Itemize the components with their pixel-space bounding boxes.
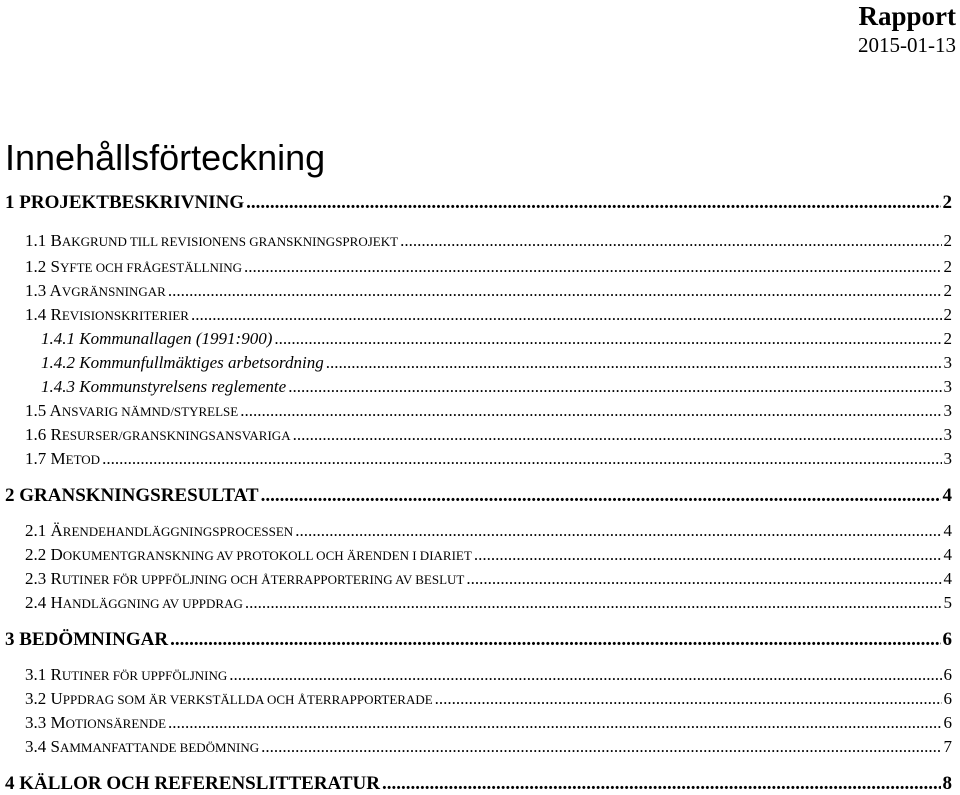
toc-entry[interactable]: [5, 281, 952, 301]
toc-entry-title: 4 KÄLLOR OCH REFERENSLITTERATUR: [5, 773, 380, 794]
toc-entry-title: 1.3 AVGRÄNSNINGAR: [25, 281, 166, 300]
toc-entry[interactable]: [5, 773, 952, 795]
toc-entry[interactable]: [5, 377, 952, 397]
toc-entry[interactable]: [5, 305, 952, 325]
toc-entry[interactable]: [5, 401, 952, 421]
toc-page-number: 6: [942, 629, 952, 650]
toc-page-number: 4: [943, 569, 952, 588]
toc-dot-leader: [170, 629, 940, 651]
toc-dot-leader: [245, 593, 942, 613]
toc-dot-leader: [240, 401, 941, 421]
toc-dot-leader: [274, 329, 941, 349]
toc-entry[interactable]: [5, 665, 952, 685]
toc-entry-title: 2.3 RUTINER FÖR UPPFÖLJNING OCH ÅTERRAPPORTERING AV BESLUT: [25, 569, 465, 588]
toc-entry[interactable]: [5, 449, 952, 469]
toc-entry-title: 1.4.1 Kommunallagen (1991:900): [41, 329, 273, 348]
toc-page-number: 6: [943, 665, 952, 684]
toc-page-number: 4: [943, 521, 952, 540]
report-title: Rapport: [858, 1, 956, 31]
toc-entry-title: 1.4.3 Kommunstyrelsens reglemente: [41, 377, 287, 396]
toc-dot-leader: [168, 281, 942, 301]
toc-page-number: 6: [943, 713, 952, 732]
toc-dot-leader: [191, 305, 942, 325]
toc-page-number: 3: [943, 425, 952, 444]
toc-entry-title: 1.4.2 Kommunfullmäktiges arbetsordning: [41, 353, 324, 372]
toc-dot-leader: [244, 257, 942, 277]
toc-entry-title: 1.1 BAKGRUND TILL REVISIONENS GRANSKNINGSPROJEKT: [25, 231, 399, 250]
toc-dot-leader: [295, 521, 941, 541]
toc-entry[interactable]: [5, 689, 952, 709]
toc-page-number: 3: [943, 449, 952, 468]
page-header: [858, 0, 956, 58]
toc-entry[interactable]: [5, 257, 952, 277]
toc-dot-leader: [435, 689, 942, 709]
toc-entry[interactable]: [5, 545, 952, 565]
toc-page-number: 2: [943, 305, 952, 324]
toc-entry-title: 3.2 UPPDRAG SOM ÄR VERKSTÄLLDA OCH ÅTERRAPPORTERADE: [25, 689, 433, 708]
toc-page-number: 8: [942, 773, 952, 794]
toc-entry[interactable]: [5, 425, 952, 445]
toc-page-number: 6: [943, 689, 952, 708]
toc-dot-leader: [400, 231, 941, 251]
toc-page-number: 4: [943, 545, 952, 564]
toc-page-number: 2: [943, 231, 952, 250]
toc-page-number: 3: [943, 353, 952, 372]
toc-heading: Innehållsförteckning: [5, 137, 326, 178]
toc-entry-title: 3.1 RUTINER FÖR UPPFÖLJNING: [25, 665, 228, 684]
toc-page-number: 3: [943, 377, 952, 396]
toc-entry[interactable]: [5, 569, 952, 589]
toc-page-number: 3: [943, 401, 952, 420]
toc-entry-title: 3.3 MOTIONSÄRENDE: [25, 713, 167, 732]
toc-entry[interactable]: [5, 629, 952, 651]
toc-dot-leader: [102, 449, 941, 469]
toc-entry-title: 1 PROJEKTBESKRIVNING: [5, 192, 245, 213]
toc-page-number: 2: [942, 192, 952, 213]
toc-entry[interactable]: [5, 353, 952, 373]
toc-entry-title: 1.5 ANSVARIG NÄMND/STYRELSE: [25, 401, 239, 420]
toc-page-number: 4: [942, 485, 952, 506]
toc-dot-leader: [229, 665, 941, 685]
toc-dot-leader: [246, 192, 940, 214]
toc-dot-leader: [293, 425, 942, 445]
toc-entry[interactable]: [5, 737, 952, 757]
toc-entry-title: 1.4 REVISIONSKRITERIER: [25, 305, 189, 324]
toc-entry-title: 2.2 DOKUMENTGRANSKNING AV PROTOKOLL OCH ÄRENDEN I DIARIET: [25, 545, 472, 564]
toc-entry-title: 2.4 HANDLÄGGNING AV UPPDRAG: [25, 593, 243, 612]
toc-dot-leader: [261, 737, 941, 757]
toc-page-number: 2: [943, 329, 952, 348]
toc-dot-leader: [382, 773, 941, 795]
toc-dot-leader: [466, 569, 941, 589]
toc-page-number: 2: [943, 281, 952, 300]
toc-entry[interactable]: [5, 192, 952, 214]
toc-entry[interactable]: [5, 329, 952, 349]
toc-entry[interactable]: [5, 713, 952, 733]
toc-entry-title: 1.7 METOD: [25, 449, 101, 468]
toc-page-number: 2: [943, 257, 952, 276]
toc-dot-leader: [326, 353, 942, 373]
toc-entry[interactable]: [5, 231, 952, 251]
toc-dot-leader: [168, 713, 941, 733]
toc-entry[interactable]: [5, 521, 952, 541]
toc-entry-title: 2 GRANSKNINGSRESULTAT: [5, 485, 259, 506]
report-date: 2015-01-13: [858, 33, 956, 57]
toc-entry-title: 1.6 RESURSER/GRANSKNINGSANSVARIGA: [25, 425, 291, 444]
toc-entry-title: 2.1 ÄRENDEHANDLÄGGNINGSPROCESSEN: [25, 521, 294, 540]
toc-dot-leader: [261, 485, 941, 507]
toc-entry-title: 3.4 SAMMANFATTANDE BEDÖMNING: [25, 737, 260, 756]
toc-dot-leader: [474, 545, 942, 565]
toc-entry-title: 1.2 SYFTE OCH FRÅGESTÄLLNING: [25, 257, 242, 276]
toc-page-number: 5: [943, 593, 952, 612]
toc-entry-title: 3 BEDÖMNINGAR: [5, 629, 169, 650]
toc-entry[interactable]: [5, 485, 952, 507]
toc-entry[interactable]: [5, 593, 952, 613]
toc-dot-leader: [288, 377, 941, 397]
toc-page-number: 7: [943, 737, 952, 756]
